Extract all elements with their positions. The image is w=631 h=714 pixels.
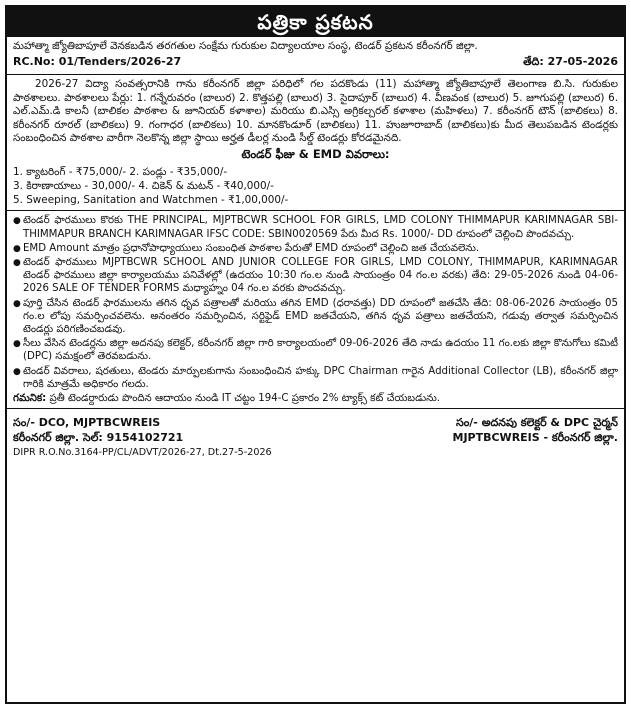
bullet-icon: ● [13,258,21,269]
list-item: ● టెండర్ ఫారములు MJPTBCWR SCHOOL AND JUNIOR COLLEGE FOR GIRLS, LMD COLONY, THIMMAPUR, KARIMNAGAR టెండర్ ఫారములు జిల్లా కార్యాలయము పనివేళల్లో (ఉదయం 10:30 గం.ల నుండి సాయంత్రం 04 గం.ల వరకు) తేది: 29-05-2026 నుండి 04-06-2026 SALE OF TENDER FORMS మధ్యాహ్నం 04 గం.ల వరకు పొందవచ్చు. [13,257,618,295]
fee-line: 3. కిరాణాయాలు - 30,000/- 4. చికెన్ & మటన్ - ₹40,000/- [13,180,274,193]
fee-line: 1. క్యాటరింగ్ - ₹75,000/- 2. పండ్లు - ₹35,000/- [13,166,228,179]
bullet-icon: ● [13,216,21,227]
divider [7,210,624,211]
press-release [5,5,626,704]
list-item: ● టెండర్ ఫారములు కొరకు THE PRINCIPAL, MJPTBCWR SCHOOL FOR GIRLS, LMD COLONY THIMMAPUR KARIMNAGAR SBI-THIMMAPUR BRANCH KARIMNAGAR IFSC CODE: SBIN0020569 పేరు మీద Rs. 1000/- DD రూపంలో చెల్లించి పొందవచ్చు. [13,215,618,240]
signature-left: సం/- DCO, MJPTBCWREIS కరీంనగర్ జిల్లా. సెల్: 9154102721 [13,416,184,445]
signature-block [7,412,624,445]
fee-line: 5. Sweeping, Sanitation and Watchmen - ₹1,00,000/- [13,194,289,207]
divider [7,74,624,75]
list-item: ● టెండర్ వివరాలు, షరతులు, టెండరు మార్పులకుగాను సంబంధించిన హక్కు DPC Chairman గారైన Additional Collector (LB), కరీంనగర్ జిల్లా గారికి మాత్రమే అధికారం గలదు. [13,365,618,390]
signature-right: సం/- అదనపు కలెక్టర్ & DPC చైర్మన్ MJPTBCWREIS - కరీంనగర్ జిల్లా. [452,416,618,445]
organization-line: మహాత్మా జ్యోతిబాపూలే వెనకబడిన తరగతుల సంక్షేమ గురుకుల విద్యాలయాల సంస్థ, టెండర్ ప్రకటన కరీంనగర్ జిల్లా. [13,40,478,52]
bullet-icon: ● [13,366,21,377]
notice-date: తేది: 27-05-2026 [523,55,618,69]
fees-list [7,165,624,207]
bullet-icon: ● [13,339,21,350]
fees-title: టెండర్ ఫీజు & EMD వివరాలు: [241,147,390,162]
rc-number: RC.No: 01/Tenders/2026-27 [13,55,182,69]
conditions-list [7,214,624,391]
banner-title: పత్రికా ప్రకటన [7,7,624,37]
footer-ro-number: DIPR R.O.No.3164-PP/CL/ADVT/2026-27, Dt.27-5-2026 [13,447,272,459]
list-item: ● పూర్తి చేసిన టెండర్ ఫారములను తగిన ధృవ పత్రాలతో మరియు తగిన EMD (ధరావత్తు) DD రూపంలో జతచేసి తేది: 08-06-2026 సాయంత్రం 05 గం.ల లోపు సమర్పించవలెను. అనంతరం సమర్పించిన, సర్టిఫైడ్ EMD జతచేయని, తగిన ధృవ పత్రాలు జతచేయని, గడువు తర్వాత సమర్పించిన టెండర్లు పరిగణించబడవు. [13,297,618,336]
note-text: ప్రతీ టెండర్దారుడు పొందిన ఆదాయం నుండి IT చట్టం 194-C ప్రకారం 2% ట్యాక్స్ కట్ చేయబడును. [49,393,441,405]
note-label: గమనిక: [13,393,47,405]
reference-row [7,53,624,71]
list-item: ● సీలు వేసిన టెండర్లను జిల్లా అదనపు కలెక్టర్, కరీంనగర్ జిల్లా గారి కార్యాలయంలో 09-06-2026 తేది నాడు ఉదయం 11 గం.లకు జిల్లా కొనుగోలు కమిటీ (DPC) సమక్షంలో తెరవబడును. [13,338,618,363]
list-item: ● EMD Amount మాత్రం ప్రధానోపాధ్యాయులు సంబంధిత పాఠశాల పేరుతో EMD రూపంలో చెల్లించి జత చేయవలెను. [13,242,618,255]
bullet-icon: ● [13,298,21,309]
divider [7,408,624,409]
bullet-icon: ● [13,243,21,254]
note [7,392,624,405]
intro-paragraph: 2026-27 విద్యా సంవత్సరానికి గాను కరీంనగర్ జిల్లా పరిధిలో గల పదకొండు (11) మహాత్మా జ్యోతిబాపూలే తెలంగాణ బి.సి. గురుకుల పాఠశాలలు. పాఠశాలలు పేర్లు: 1. గన్నేరువరం (బాలుర) 2. కొత్తపల్లి (బాలుర) 3. సైదాపూర్ (బాలుర) 4. వీణవంక (బాలుర) 5. జూగుపల్లి (బాలుర) 6. ఎల్.ఎమ్.డి కాలనీ (బాలికల పాఠశాల & జూనియర్ కళాశాల) మరియు బి.ఎస్సి అగ్రికల్చరల్ కళాశాల (మహిళలు) 7. కరీంనగర్ టౌన్ (బాలికలు) 8. కరీంనగర్ రూరల్ (బాలికలు) 9. గంగాధర (బాలికలు) 10. మానకొండూర్ (బాలికలు) 11. హుజూరాబాద్ (బాలికలు)కు మీద తెలుపబడిన టెండర్లకు సంబంధించిన పాఠశాల వారీగా నెలకొన్న జిల్లా స్థాయి అర్హత డీలర్ల నుండి సీల్డ్ టెండర్లు కోరడమైనది. [13,78,618,145]
